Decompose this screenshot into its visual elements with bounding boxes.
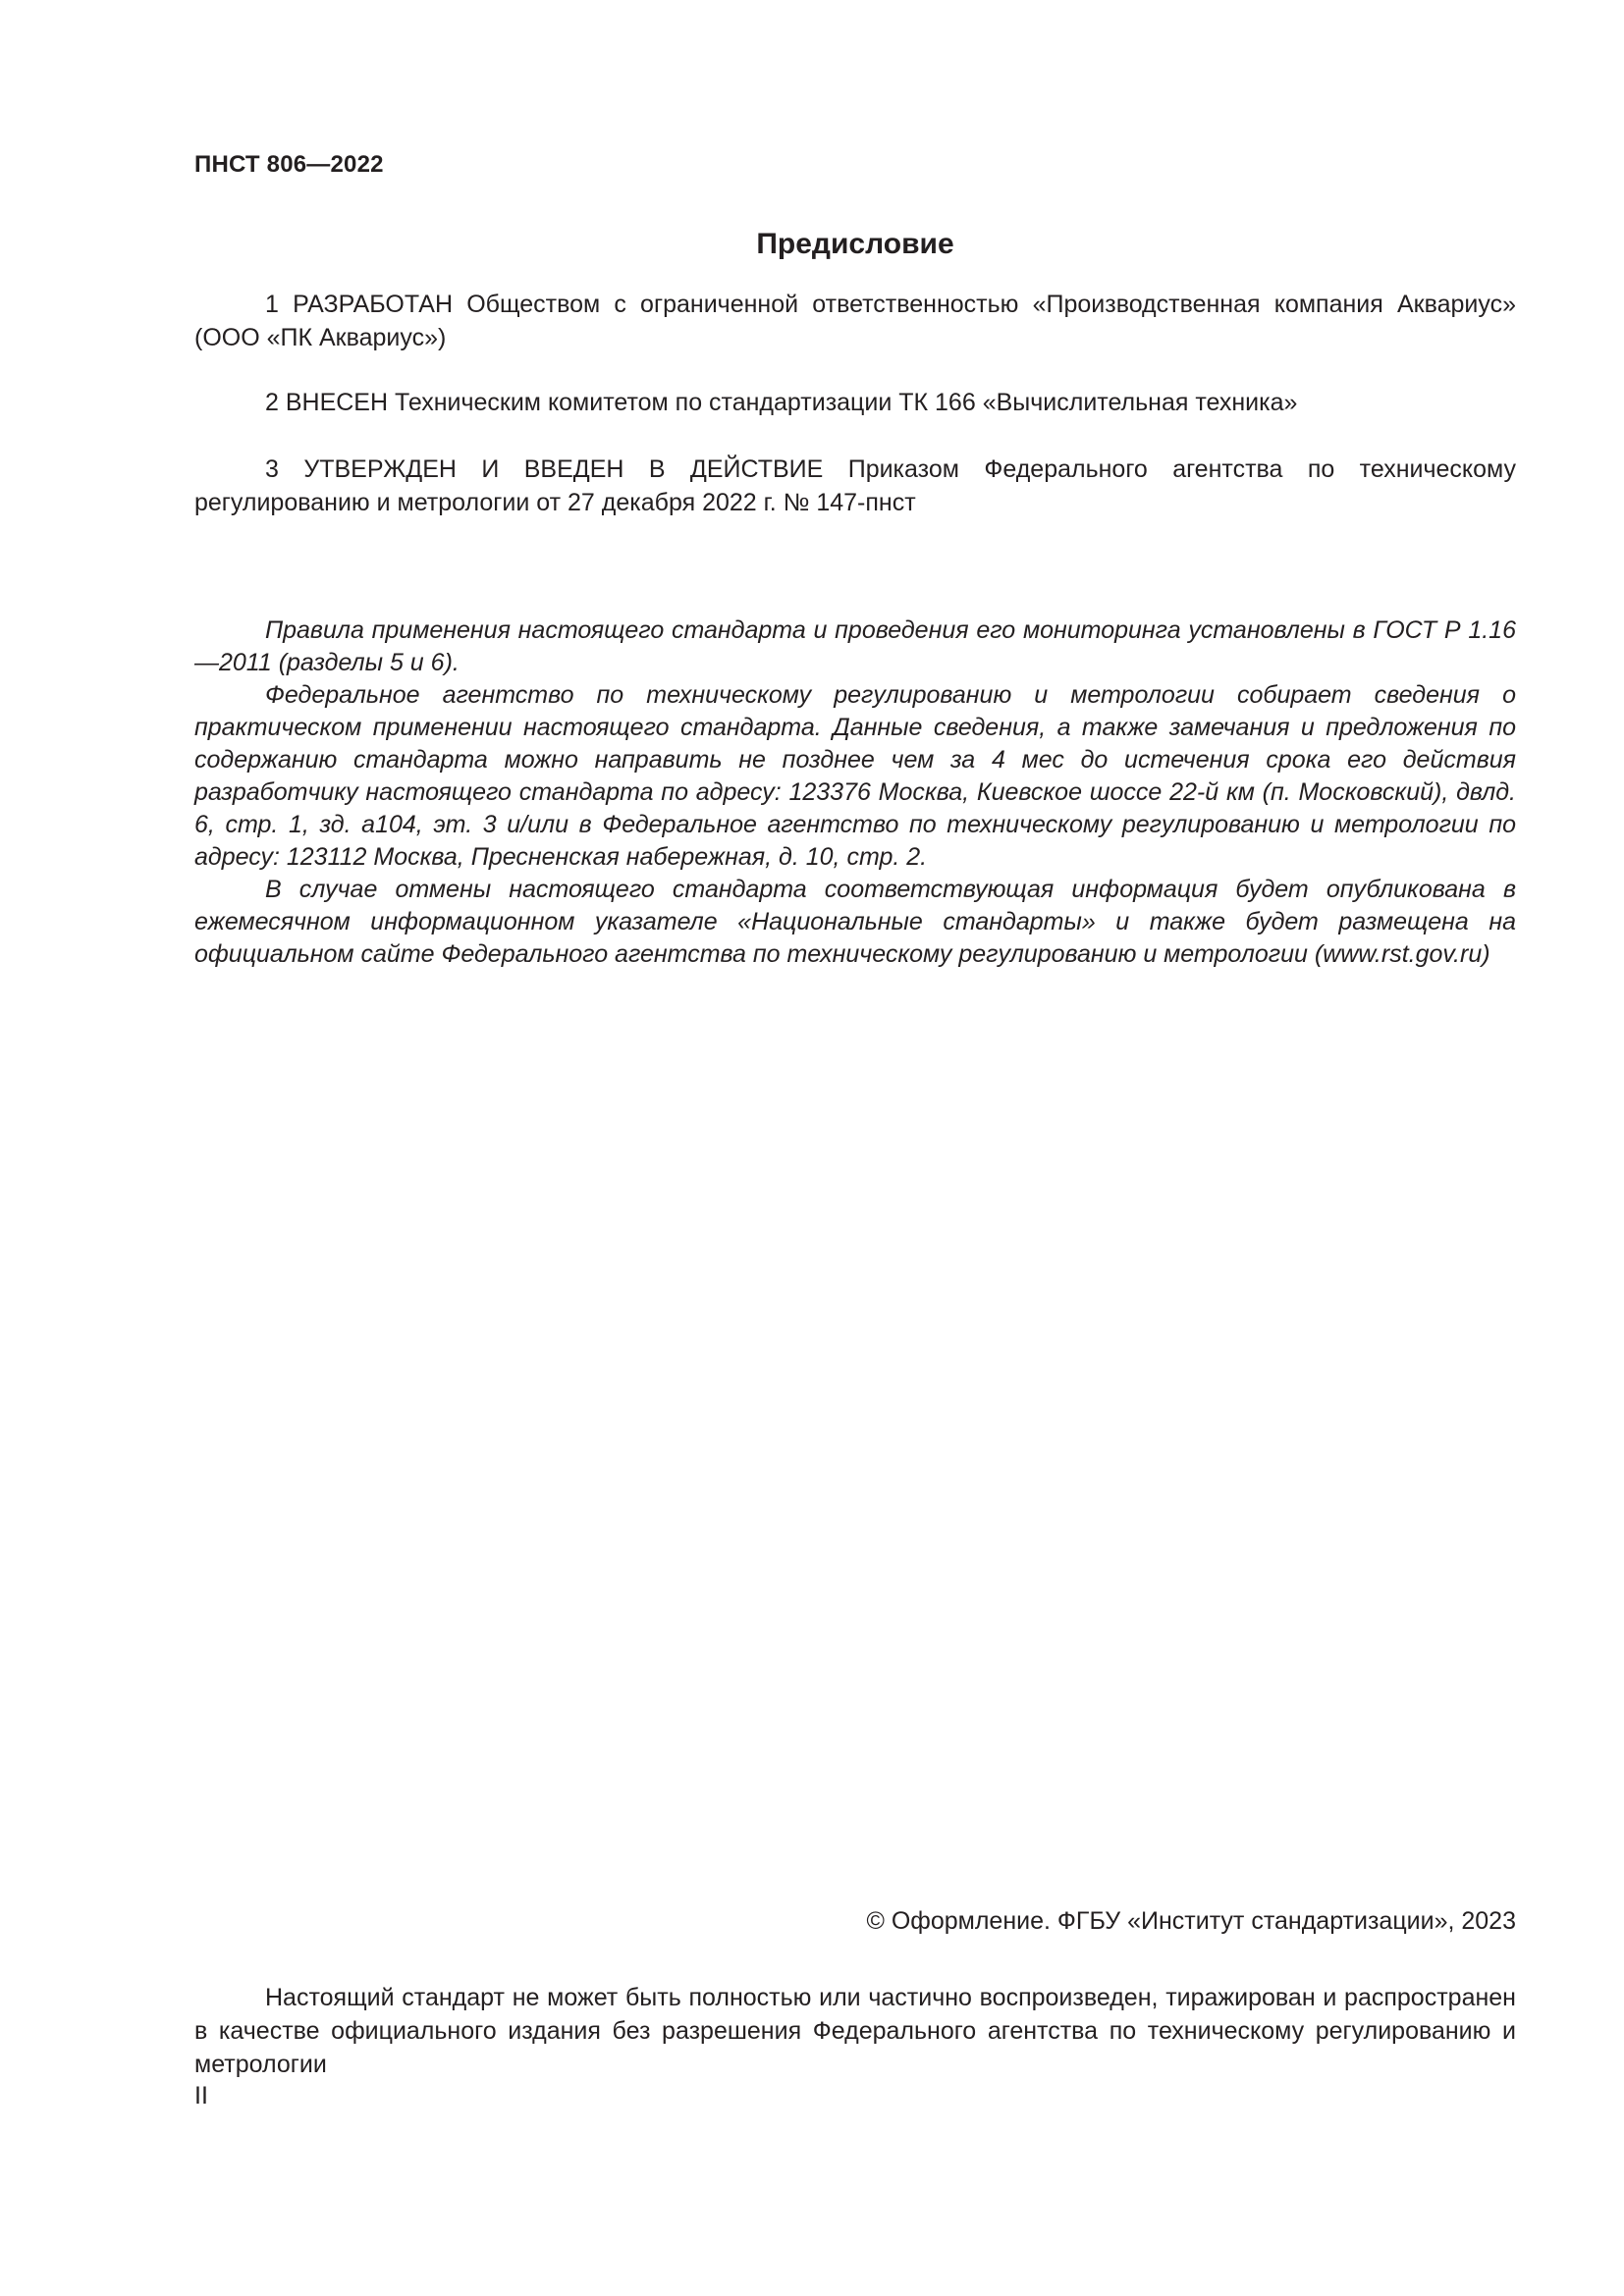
foreword-item-developed: 1 РАЗРАБОТАН Обществом с ограниченной ответственностью «Производственная компания Аквариус» (ООО «ПК Аквариус») xyxy=(194,291,1516,351)
foreword-item-introduced: 2 ВНЕСЕН Техническим комитетом по стандартизации ТК 166 «Вычислительная техника» xyxy=(265,389,1298,416)
rules-paragraph-application: Правила применения настоящего стандарта и проведения его мониторинга установлены в ГОСТ Р 1.16—2011 (разделы 5 и 6). xyxy=(194,616,1516,676)
rules-paragraph-cancellation: В случае отмены настоящего стандарта соответствующая информация будет опубликована в ежемесячном информационном указателе «Национальные стандарты» и также будет размещена на официальном сайте Федерального агентства по техническому регулированию и метрологии (www.rst.gov.ru) xyxy=(194,876,1516,968)
application-rules-block xyxy=(194,614,1516,971)
page-number: II xyxy=(194,2082,208,2109)
document-code: ПНСТ 806—2022 xyxy=(194,151,384,178)
foreword-item-approved: 3 УТВЕРЖДЕН И ВВЕДЕН В ДЕЙСТВИЕ Приказом Федерального агентства по техническому регулированию и метрологии от 27 декабря 2022 г. № 147-пнст xyxy=(194,455,1516,516)
copyright-line: © Оформление. ФГБУ «Институт стандартизации», 2023 xyxy=(866,1907,1516,1935)
foreword-title: Предисловие xyxy=(756,228,954,260)
reproduction-notice: Настоящий стандарт не может быть полностью или частично воспроизведен, тиражирован и распространен в качестве официального издания без разрешения Федерального агентства по техническому регулированию и метрологии xyxy=(194,1984,1516,2078)
rules-paragraph-feedback: Федеральное агентство по техническому регулированию и метрологии собирает сведения о практическом применении настоящего стандарта. Данные сведения, а также замечания и предложения по содержанию стандарта можно направить не позднее чем за 4 мес до истечения срока его действия разработчику настоящего стандарта по адресу: 123376 Москва, Киевское шоссе 22-й км (п. Московский), двлд. 6, стр. 1, зд. а104, эт. 3 и/или в Федеральное агентство по техническому регулированию и метрологии по адресу: 123112 Москва, Пресненская набережная, д. 10, стр. 2. xyxy=(194,681,1516,871)
